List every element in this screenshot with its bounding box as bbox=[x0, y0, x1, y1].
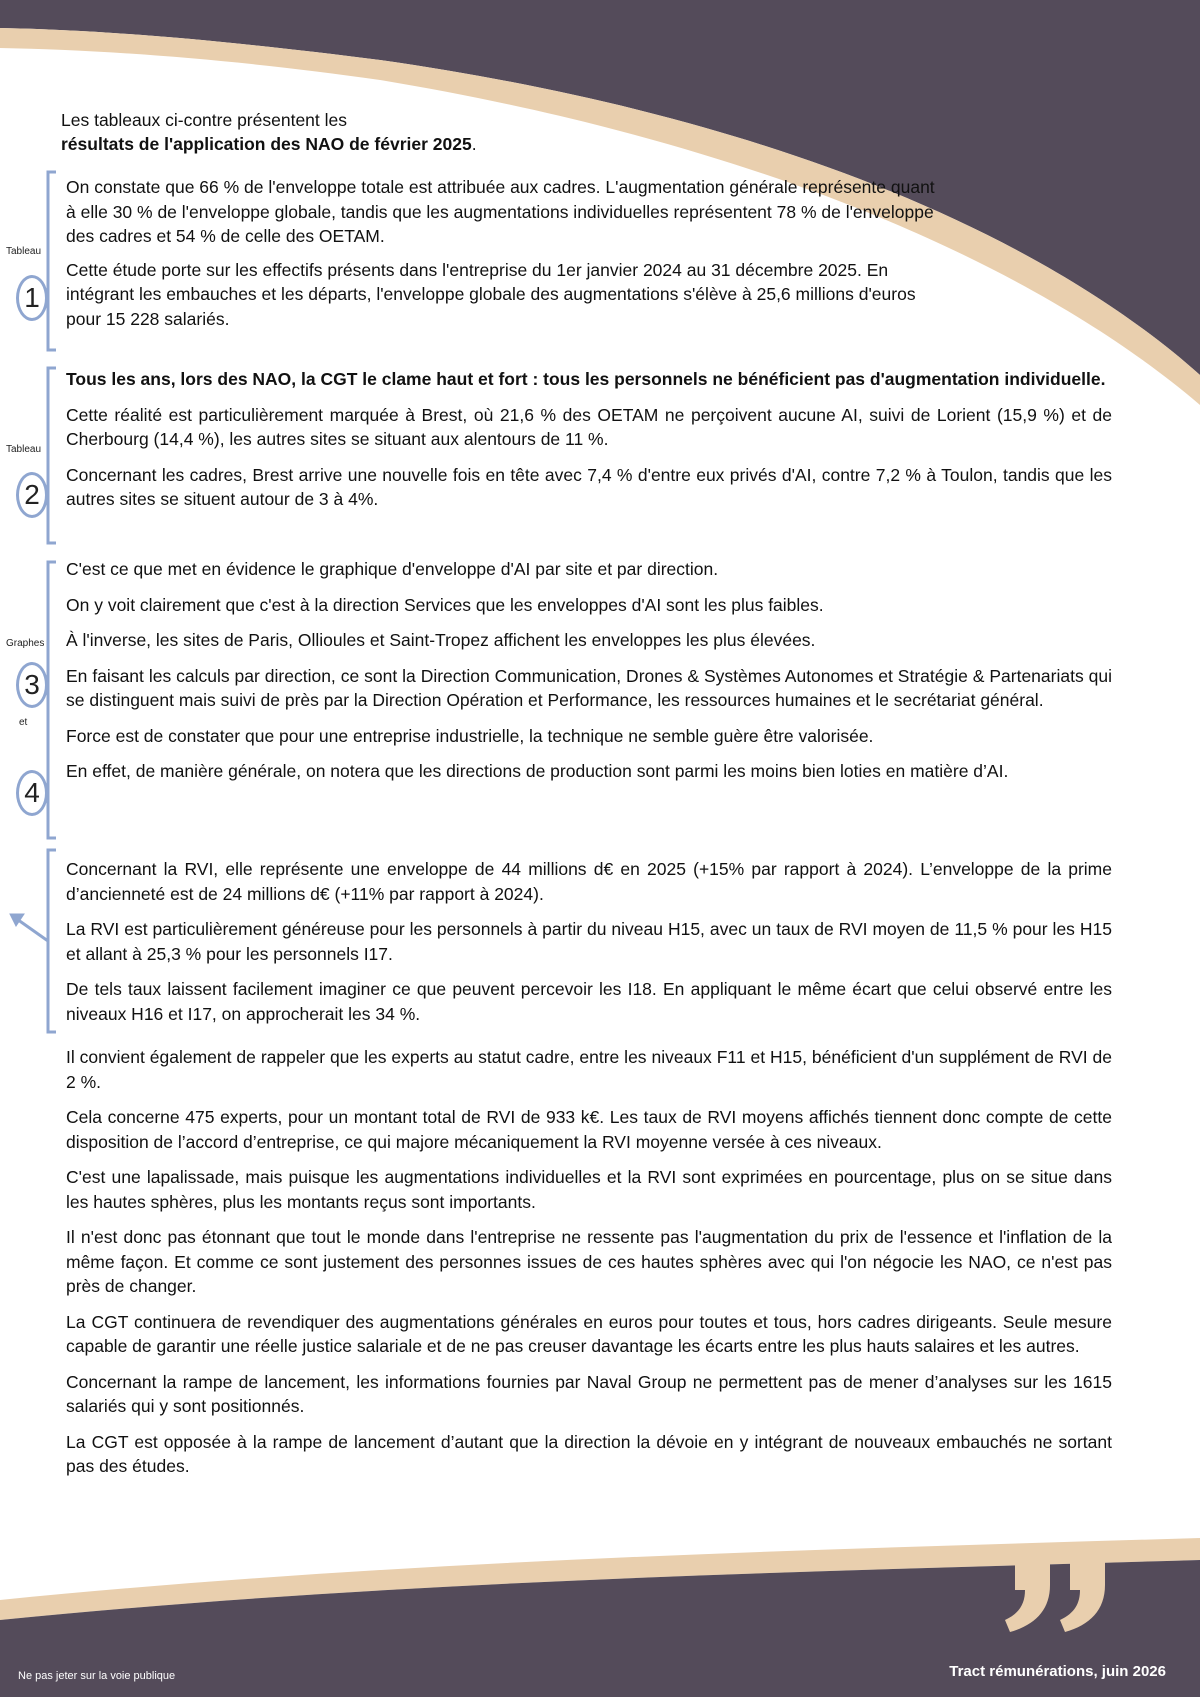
paragraph: La CGT est opposée à la rampe de lancement d’autant que la direction la dévoie en y intégrant de nouveaux embauchés ne sortant pas des études. bbox=[66, 1431, 1112, 1476]
paragraph: La CGT continuera de revendiquer des augmentations générales en euros pour toutes et tous, hors cadres dirigeants. Seule mesure capable de garantir une réelle justice salariale et de ne pas creuser davantage les écarts entre les plus hauts salaires et les autres. bbox=[66, 1311, 1112, 1356]
paragraph: Force est de constater que pour une entreprise industrielle, la technique ne semble guère être valorisée. bbox=[66, 725, 874, 746]
footer-title: Tract rémunérations, juin 2026 bbox=[949, 1663, 1166, 1680]
marker-1-label: Tableau bbox=[6, 246, 42, 257]
paragraph: C'est une lapalissade, mais puisque les augmentations individuelles et la RVI sont exprimées en pourcentage, plus on se situe dans les hautes sphères, plus les montants reçus sont importants. bbox=[66, 1167, 1112, 1212]
paragraph: En faisant les calculs par direction, ce sont la Direction Communication, Drones & Systèmes Autonomes et Stratégie & Partenariats qui se distinguent mais suivi de près par la Direction Opération et Performance, les ressources humaines et le secrétariat général. bbox=[66, 665, 1112, 710]
paragraph: Concernant la RVI, elle représente une enveloppe de 44 millions d€ en 2025 (+15% par rapport à 2024). L’enveloppe de la prime d’ancienneté est de 24 millions d€ (+11% par rapport à 2024). bbox=[66, 859, 1112, 904]
block-rvi bbox=[66, 857, 1112, 1037]
intro-highlight: résultats de l'application des NAO de février 2025 bbox=[61, 134, 472, 154]
paragraph: On y voit clairement que c'est à la direction Services que les enveloppes d'AI sont les plus faibles. bbox=[66, 594, 824, 615]
intro-text bbox=[61, 108, 477, 156]
intro-line-1: Les tableaux ci-contre présentent les bbox=[61, 110, 347, 130]
paragraph: Il convient également de rappeler que les experts au statut cadre, entre les niveaux F11 et H15, bénéficient d'un supplément de RVI de 2 %. bbox=[66, 1047, 1112, 1092]
marker-joiner: et bbox=[19, 717, 28, 728]
marker-1-number: 1 bbox=[16, 275, 48, 321]
footer-disclaimer: Ne pas jeter sur la voie publique bbox=[18, 1670, 176, 1682]
paragraph: Cela concerne 475 experts, pour un montant total de RVI de 933 k€. Les taux de RVI moyens affichés tiennent donc compte de cette disposition de l’accord d’entreprise, ce qui majore mécaniquement la RVI moyenne versée à ces niveaux. bbox=[66, 1107, 1112, 1152]
marker-3-number: 3 bbox=[16, 662, 48, 708]
marker-4-number: 4 bbox=[16, 770, 48, 816]
intro-line-2: résultats de l'application des NAO de février 2025. bbox=[61, 134, 477, 154]
paragraph-bold: Tous les ans, lors des NAO, la CGT le clame haut et fort : tous les personnels ne bénéficient pas d'augmentation individuelle. bbox=[66, 369, 1106, 389]
paragraph: La RVI est particulièrement généreuse pour les personnels à partir du niveau H15, avec un taux de RVI moyen de 11,5 % pour les H15 et allant à 25,3 % pour les personnels I17. bbox=[66, 919, 1112, 964]
paragraph: À l'inverse, les sites de Paris, Ollioules et Saint-Tropez affichent les enveloppes les plus élevées. bbox=[66, 630, 816, 650]
paragraph: Concernant la rampe de lancement, les informations fournies par Naval Group ne permettent pas de mener d’analyses sur les 1615 salariés qui y sont positionnés. bbox=[66, 1371, 1112, 1416]
block-tableau-2 bbox=[66, 367, 1112, 523]
block-conclusion bbox=[66, 1045, 1112, 1490]
paragraph: C'est ce que met en évidence le graphique d'enveloppe d'AI par site et par direction. bbox=[66, 559, 719, 579]
paragraph: Il n'est donc pas étonnant que tout le monde dans l'entreprise ne ressente pas l'augmentation du prix de l'essence et l'inflation de la même façon. Et comme ce sont justement des personnes issues de ces hautes sphères avec qui l'on négocie les NAO, ce n'est pas près de changer. bbox=[66, 1227, 1112, 1296]
paragraph: On constate que 66 % de l'enveloppe totale est attribuée aux cadres. L'augmentation générale représente quant à elle 30 % de l'enveloppe globale, tandis que les augmentations individuelles représentent 78 % de l'enveloppe des cadres et 54 % de celle des OETAM. bbox=[66, 177, 935, 246]
paragraph: Cette réalité est particulièrement marquée à Brest, où 21,6 % des OETAM ne perçoivent aucune AI, suivi de Lorient (15,9 %) et de Cherbourg (14,4 %), les autres sites se situant aux alentours de 11 %. bbox=[66, 404, 1112, 449]
paragraph: Concernant les cadres, Brest arrive une nouvelle fois en tête avec 7,4 % d'entre eux privés d'AI, contre 7,2 % à Toulon, tandis que les autres sites se situent autour de 3 à 4%. bbox=[66, 464, 1112, 509]
paragraph: Cette étude porte sur les effectifs présents dans l'entreprise du 1er janvier 2024 au 31 décembre 2025. En intégrant les embauches et les départs, l'enveloppe globale des augmentations s'élève à 25,6 millions d'euros pour 15 228 salariés. bbox=[66, 259, 916, 329]
block-tableau-1 bbox=[66, 175, 946, 340]
marker-2-label: Tableau bbox=[6, 444, 42, 455]
marker-3-label: Graphes bbox=[6, 638, 45, 649]
block-graphes bbox=[66, 557, 1112, 795]
paragraph: En effet, de manière générale, on notera que les directions de production sont parmi les moins bien loties en matière d’AI. bbox=[66, 761, 1009, 781]
marker-2-number: 2 bbox=[16, 472, 48, 518]
paragraph: De tels taux laissent facilement imaginer ce que peuvent percevoir les I18. En appliquant le même écart que celui observé entre les niveaux H16 et I17, on approcherait les 34 %. bbox=[66, 979, 1112, 1024]
